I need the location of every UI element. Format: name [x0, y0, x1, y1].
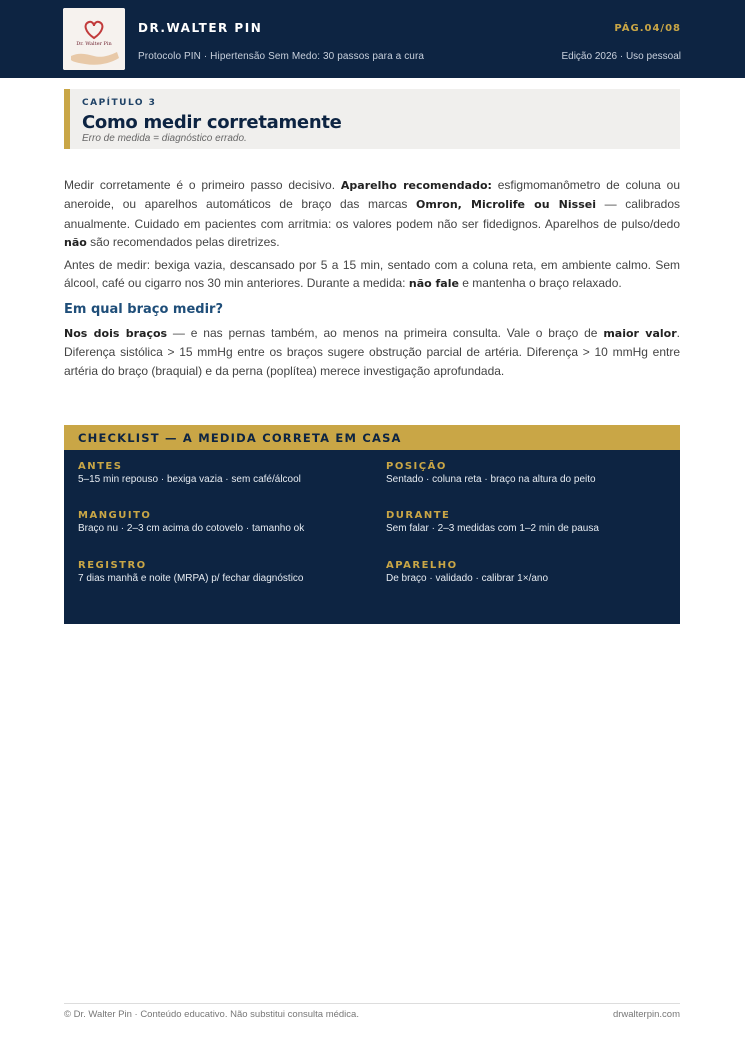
checklist-item-label: POSIÇÃO — [386, 461, 447, 472]
page-header — [0, 0, 745, 78]
chapter-subtitle: Erro de medida = diagnóstico errado. — [82, 133, 247, 144]
text-run: — calibrados anualmente. Cuidado em pacientes com arritmia: os valores podem não ser fidedignos. Aparelhos de pulso/dedo — [64, 197, 680, 231]
edition-label: Edição 2026 · Uso pessoal — [561, 51, 681, 62]
checklist-item-label: REGISTRO — [78, 560, 147, 571]
chapter-heading — [64, 89, 680, 149]
checklist-item-aparelho — [386, 560, 676, 584]
checklist-item-label: MANGUITO — [78, 510, 152, 521]
text-bold: Nos dois braços — [64, 327, 168, 340]
text-bold: Omron, Microlife ou Nissei — [416, 198, 596, 212]
checklist-item-value: Braço nu · 2–3 cm acima do cotovelo · tamanho ok — [78, 523, 305, 534]
text-run: Antes de medir: bexiga vazia, descansado por 5 a 15 min, sentado com a coluna reta, em ambiente calmo. Sem álcool, café ou cigarro nos 30 min anteriores. Durante a medida: — [64, 258, 680, 291]
brand-name: DR.WALTER PIN — [138, 21, 263, 35]
logo-text: Dr. Walter Pin — [76, 41, 112, 47]
text-bold: não — [64, 235, 87, 249]
checklist-item-label: DURANTE — [386, 510, 451, 521]
text-run: . Diferença sistólica > 15 mmHg entre os braços sugere obstrução parcial de artéria. Diferença > 10 mmHg entre artéria do braço (braquial) e da perna (poplítea) merece investigação aprofundada. — [64, 326, 680, 378]
paragraph-device — [64, 176, 680, 252]
heart-hand-logo-icon — [63, 8, 125, 70]
checklist-item-manguito — [78, 510, 368, 534]
checklist-header — [64, 425, 680, 450]
text-run: — e nas pernas também, ao menos na primeira consulta. Vale o braço de — [167, 326, 604, 340]
text-run: e mantenha o braço relaxado. — [458, 276, 622, 291]
logo — [63, 8, 125, 70]
text-run: Medir corretamente é o primeiro passo decisivo. — [64, 178, 341, 192]
checklist-item-value: Sentado · coluna reta · braço na altura do peito — [386, 474, 596, 485]
footer-disclaimer: © Dr. Walter Pin · Conteúdo educativo. Não substitui consulta médica. — [64, 1009, 359, 1020]
checklist-item-value: 7 dias manhã e noite (MRPA) p/ fechar diagnóstico — [78, 573, 304, 584]
chapter-title: Como medir corretamente — [82, 112, 342, 133]
checklist-item-durante — [386, 510, 676, 534]
footer-website-link[interactable]: drwalterpin.com — [612, 1009, 680, 1020]
page-number: PÁG.04/08 — [614, 23, 681, 34]
checklist-item-label: ANTES — [78, 461, 123, 472]
section-title: Em qual braço medir? — [64, 302, 223, 317]
paragraph-which-arm — [64, 324, 680, 380]
text-run: são recomendados pelas diretrizes. — [86, 234, 280, 249]
checklist-item-value: De braço · validado · calibrar 1×/ano — [386, 573, 549, 584]
checklist-panel — [64, 425, 680, 624]
chapter-label: CAPÍTULO 3 — [82, 98, 157, 108]
checklist-item-value: Sem falar · 2–3 medidas com 1–2 min de pausa — [386, 523, 599, 534]
checklist-item-label: APARELHO — [386, 560, 458, 571]
text-bold: maior valor — [603, 327, 677, 340]
checklist-item-registro — [78, 560, 368, 584]
text-run: esfigmomanômetro de coluna ou aneroide, ou aparelhos automáticos de braço das marcas — [64, 178, 680, 212]
checklist-item-antes — [78, 461, 368, 485]
checklist-item-value: 5–15 min repouso · bexiga vazia · sem café/álcool — [78, 474, 301, 485]
text-bold: não fale — [408, 277, 459, 291]
checklist-title: CHECKLIST — A MEDIDA CORRETA EM CASA — [78, 431, 402, 445]
paragraph-before-measuring — [64, 256, 680, 294]
text-bold: Aparelho recomendado: — [340, 179, 492, 192]
footer-divider — [64, 1003, 680, 1004]
checklist-item-posicao — [386, 461, 676, 485]
protocol-subtitle: Protocolo PIN · Hipertensão Sem Medo: 30 passos para a cura — [138, 51, 425, 62]
